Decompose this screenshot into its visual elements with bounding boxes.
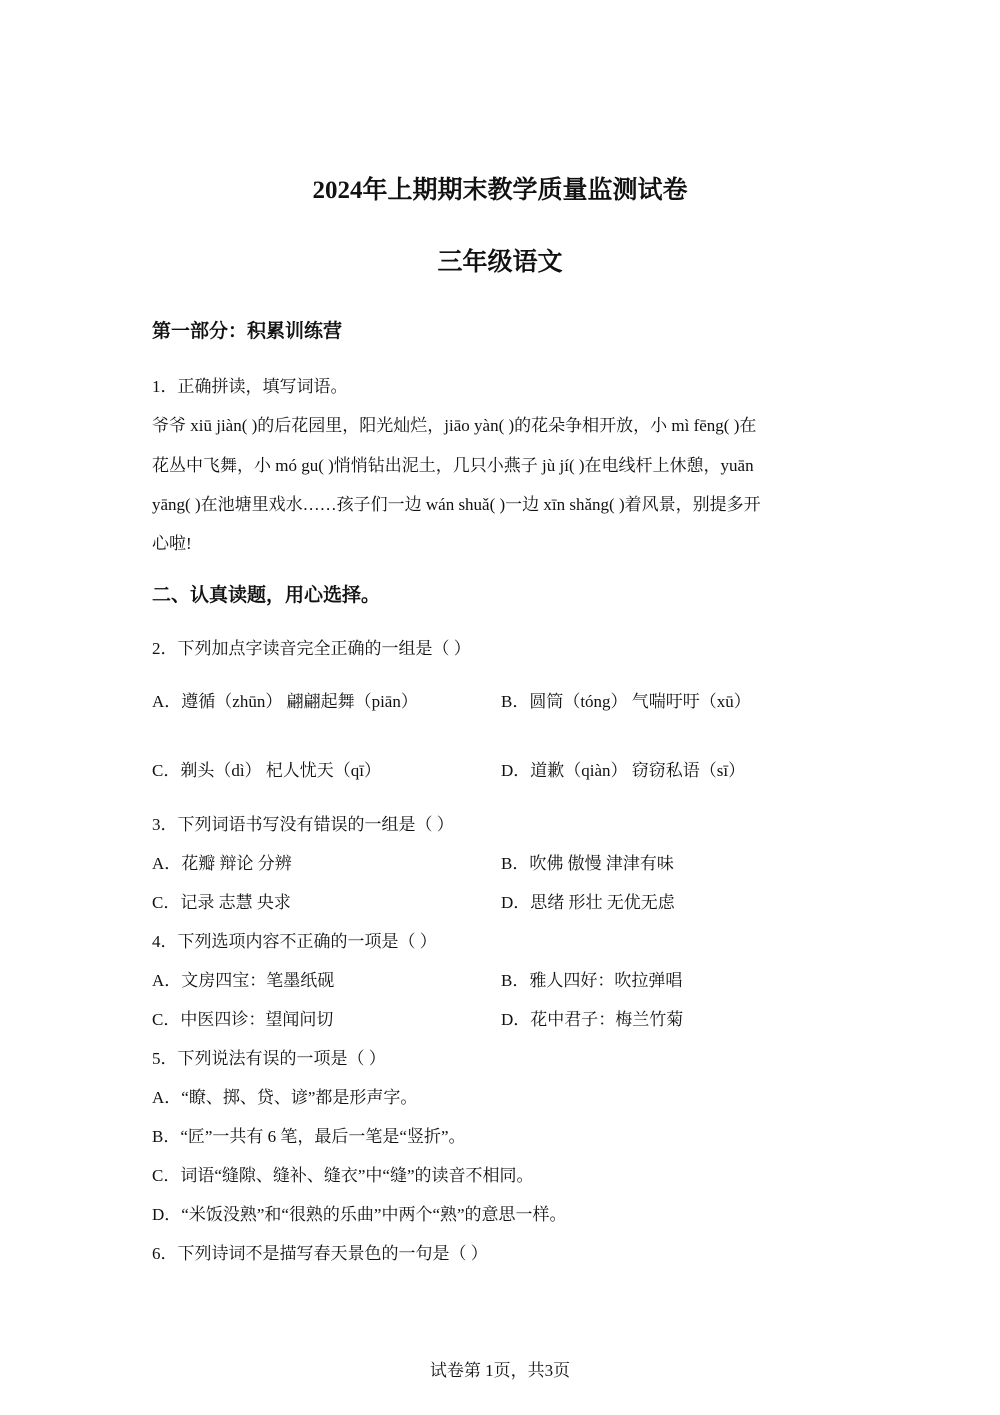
exam-subtitle: 三年级语文 <box>437 249 563 276</box>
question-5-option-a: A．“瞭、掷、贷、谚”都是形声字。 <box>152 1088 418 1107</box>
question-3-option-a: A．花瓣 辩论 分辨 <box>152 854 292 873</box>
question-3-option-d: D．思绪 形壮 无优无虑 <box>501 893 675 912</box>
question-2-option-c: C．剃头（dì） 杞人忧天（qī） <box>152 761 382 780</box>
question-1-line-1: 爷爷 xiū jiàn( )的后花园里，阳光灿烂，jiāo yàn( )的花朵争相开放，小 mì fēng( )在 <box>152 416 757 435</box>
exam-title: 2024年上期期末教学质量监测试卷 <box>312 177 688 204</box>
question-1-line-2: 花丛中飞舞，小 mó gu( )悄悄钻出泥土，几只小燕子 jù jí( )在电线杆上休憩，yuān <box>152 456 754 475</box>
question-4-option-b: B．雅人四好：吹拉弹唱 <box>501 971 683 990</box>
question-1-stem: 1．正确拼读，填写词语。 <box>152 377 348 396</box>
question-4-option-c: C．中医四诊：望闻问切 <box>152 1010 334 1029</box>
question-4-option-d: D．花中君子：梅兰竹菊 <box>501 1010 684 1029</box>
question-3-stem: 3．下列词语书写没有错误的一组是（ ） <box>152 815 454 834</box>
question-4-stem: 4．下列选项内容不正确的一项是（ ） <box>152 932 437 951</box>
question-5-option-d: D．“米饭没熟”和“很熟的乐曲”中两个“熟”的意思一样。 <box>152 1205 567 1224</box>
question-2-option-d: D．道歉（qiàn） 窃窃私语（sī） <box>501 761 746 780</box>
section-heading-part1: 第一部分：积累训练营 <box>152 321 343 342</box>
question-1-line-4: 心啦! <box>152 534 192 553</box>
question-2-option-b: B．圆筒（tóng） 气喘吁吁（xū） <box>501 692 751 711</box>
section-heading-part2: 二、认真读题，用心选择。 <box>152 585 381 606</box>
question-5-option-b: B．“匠”一共有 6 笔，最后一笔是“竖折”。 <box>152 1127 466 1146</box>
question-3-option-c: C．记录 志慧 央求 <box>152 893 291 912</box>
question-2-stem: 2．下列加点字读音完全正确的一组是（ ） <box>152 639 471 658</box>
question-2-option-a: A．遵循（zhūn） 翩翩起舞（piān） <box>152 692 418 711</box>
page-footer: 试卷第 1页，共3页 <box>429 1361 571 1380</box>
question-4-option-a: A．文房四宝：笔墨纸砚 <box>152 971 335 990</box>
question-3-option-b: B．吹佛 傲慢 津津有味 <box>501 854 674 873</box>
question-5-stem: 5．下列说法有误的一项是（ ） <box>152 1049 386 1068</box>
question-1-line-3: yāng( )在池塘里戏水……孩子们一边 wán shuǎ( )一边 xīn shǎng( )着风景，别提多开 <box>152 495 761 514</box>
question-6-stem: 6．下列诗词不是描写春天景色的一句是（ ） <box>152 1244 488 1263</box>
question-5-option-c: C．词语“缝隙、缝补、缝衣”中“缝”的读音不相同。 <box>152 1166 534 1185</box>
